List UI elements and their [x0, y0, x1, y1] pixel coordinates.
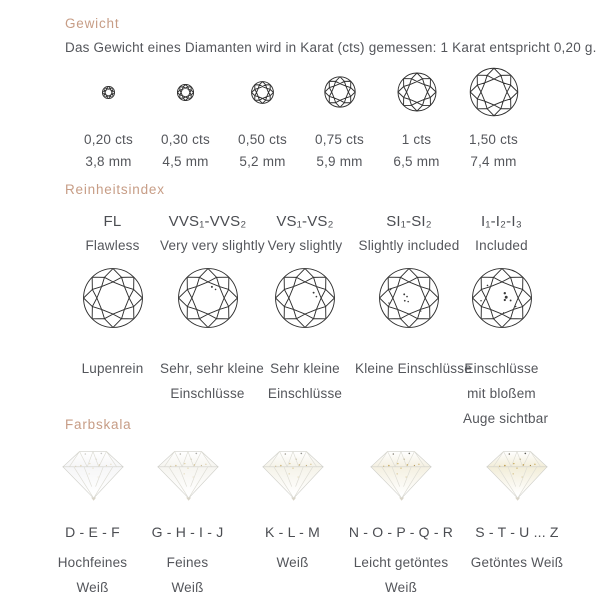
weight-item [147, 66, 224, 173]
diameter-label: 5,9 mm [316, 154, 363, 169]
diameter-label: 7,4 mm [470, 154, 517, 169]
clarity-subtitle-label: Flawless [85, 238, 140, 253]
color-grades-label: G - H - I - J [151, 524, 224, 540]
clarity-grade-label: VS₁-VS₂ [276, 213, 334, 230]
clarity-item [463, 213, 549, 426]
color-caption [240, 550, 345, 575]
color-caption-line: Hochfeines [57, 555, 128, 570]
clarity-item [255, 213, 355, 406]
clarity-caption-line: Einschlüsse [267, 386, 343, 401]
section-color [0, 416, 603, 596]
color-caption-line: Weiß [276, 555, 309, 570]
diamond-top-icon [455, 66, 532, 118]
color-caption-line: Weiß [384, 580, 418, 595]
color-grades-label: S - T - U ... Z [475, 524, 559, 540]
color-caption [50, 550, 135, 596]
weight-intro-text: Das Gewicht eines Diamanten wird in Karat (cts) gemessen: 1 Karat entspricht 0,20 g. [65, 40, 597, 55]
carat-label: 0,50 cts [238, 132, 287, 147]
weight-item [70, 66, 147, 173]
carat-label: 1 cts [401, 132, 432, 147]
color-item [345, 444, 457, 596]
color-item [135, 444, 240, 596]
clarity-grade-label: FL [103, 213, 122, 230]
color-grades-label: D - E - F [65, 524, 120, 540]
clarity-subtitle-label: Very slightly [267, 238, 343, 253]
color-caption-line: Weiß [171, 580, 204, 595]
section-weight [0, 15, 603, 173]
clarity-item [160, 213, 265, 406]
clarity-heading: Reinheitsindex [65, 182, 165, 197]
color-caption-line: Leicht getöntes [353, 555, 449, 570]
diamond-top-icon [463, 266, 540, 330]
color-item [240, 444, 345, 596]
color-heading: Farbskala [65, 417, 132, 432]
clarity-caption [65, 356, 160, 406]
clarity-caption-line: Sehr, sehr kleine [160, 361, 264, 376]
carat-label: 0,30 cts [161, 132, 210, 147]
color-caption [345, 550, 457, 596]
color-grades-label: K - L - M [265, 524, 320, 540]
diamond-top-icon [301, 66, 378, 118]
color-caption-line: Getöntes Weiß [470, 555, 564, 570]
color-item [457, 444, 577, 596]
diameter-label: 5,2 mm [239, 154, 286, 169]
weight-item [224, 66, 301, 173]
clarity-grade-label: I₁-I₂-I₃ [480, 213, 523, 230]
clarity-grade-label: SI₁-SI₂ [386, 213, 432, 230]
diameter-label: 3,8 mm [85, 154, 132, 169]
diamond-side-photo [240, 444, 345, 504]
diamond-top-icon [70, 66, 147, 118]
clarity-caption-line: Kleine Einschlüsse [355, 361, 472, 376]
weight-scale-row [70, 66, 603, 173]
diamond-top-icon [160, 266, 255, 330]
diamond-top-icon [255, 266, 355, 330]
diameter-label: 6,5 mm [393, 154, 440, 169]
color-caption-line: Feines [166, 555, 209, 570]
diamond-top-icon [378, 66, 455, 118]
color-caption [135, 550, 240, 596]
weight-heading: Gewicht [65, 16, 120, 31]
clarity-item [65, 213, 160, 406]
diamond-top-icon [65, 266, 160, 330]
diamond-side-photo [135, 444, 240, 504]
weight-item [301, 66, 378, 173]
clarity-caption-line: Einschlüsse [464, 361, 539, 376]
diamond-side-photo [457, 444, 577, 504]
clarity-caption-line: Lupenrein [81, 361, 144, 376]
carat-label: 0,20 cts [84, 132, 133, 147]
clarity-item [355, 213, 472, 406]
diamond-top-icon [224, 66, 301, 118]
clarity-caption [463, 356, 549, 426]
clarity-subtitle-label: Very very slightly [160, 238, 265, 253]
diamond-side-photo [50, 444, 135, 504]
clarity-caption-line: Einschlüsse [170, 386, 245, 401]
clarity-caption [355, 356, 472, 406]
diamond-top-icon [355, 266, 463, 330]
color-caption-line: Weiß [76, 580, 109, 595]
carat-label: 0,75 cts [315, 132, 364, 147]
weight-item [455, 66, 532, 173]
clarity-subtitle-label: Slightly included [358, 238, 460, 253]
diamond-side-photo [345, 444, 457, 504]
diameter-label: 4,5 mm [162, 154, 209, 169]
clarity-caption [255, 356, 355, 406]
color-grades-label: N - O - P - Q - R [348, 524, 454, 540]
clarity-caption [160, 356, 264, 406]
clarity-caption-line: mit bloßem [467, 386, 536, 401]
clarity-caption-line: Sehr kleine [270, 361, 340, 376]
clarity-caption-line: Auge sichtbar [463, 411, 549, 426]
clarity-grade-label: VVS₁-VVS₂ [168, 213, 247, 230]
color-caption [457, 550, 577, 575]
diamond-top-icon [147, 66, 224, 118]
color-scale-row [50, 444, 603, 596]
weight-item [378, 66, 455, 173]
clarity-subtitle-label: Included [475, 238, 528, 253]
carat-label: 1,50 cts [469, 132, 518, 147]
color-item [50, 444, 135, 596]
